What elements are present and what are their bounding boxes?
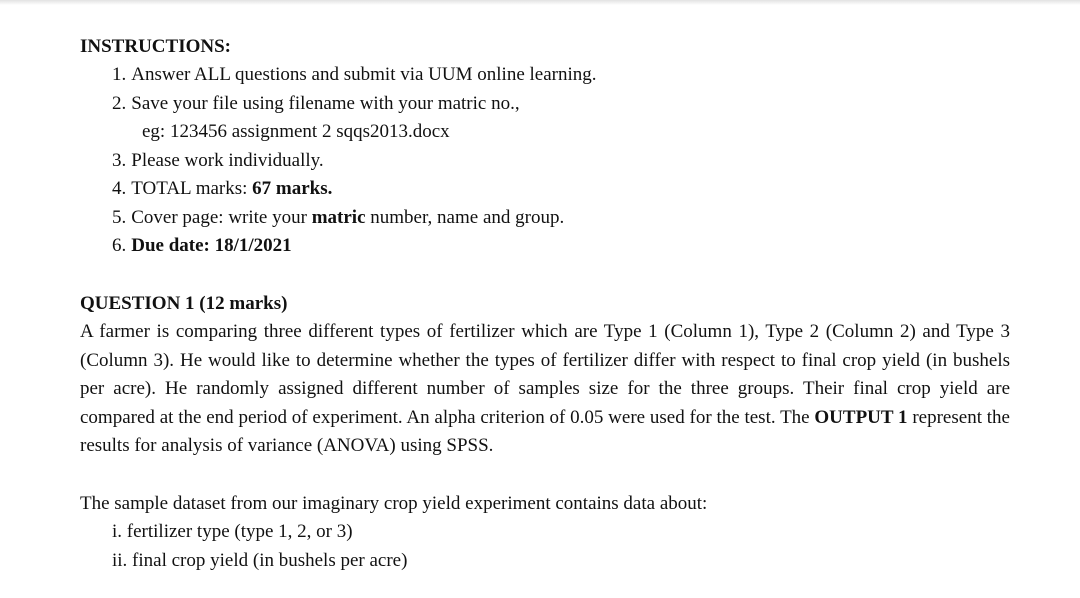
instructions-heading: INSTRUCTIONS: xyxy=(80,36,231,57)
matric-emphasis: matric xyxy=(311,206,366,228)
document-page xyxy=(80,33,1010,575)
instruction-item-4 xyxy=(80,175,1010,204)
top-edge-shadow xyxy=(0,0,1080,5)
paragraph-text: A farmer is comparing three different types of fertilizer which are Type 1 (Column 1), Type 2 (Column 2) and Type 3 (Column 3). He would like to determine whether the types of fertilizer differ with respect to final crop yield (in bushels per acre). He randomly assigned different number of samples size for the three groups. Their final crop yield are compared at the end period of experiment. An alpha criterion of 0.05 were used for the test. The xyxy=(80,321,1010,428)
item-number: 4. xyxy=(112,178,127,199)
item-text: number, name and group. xyxy=(365,206,565,228)
dataset-item-1: i. fertilizer type (type 1, 2, or 3) xyxy=(112,521,353,542)
filename-example: eg: 123456 assignment 2 sqqs2013.docx xyxy=(142,121,450,142)
question-1-paragraph xyxy=(80,318,1010,461)
item-text: Answer ALL questions and submit via UUM online learning. xyxy=(131,64,597,85)
instruction-item-6 xyxy=(80,232,1010,261)
item-text: Cover page: write your xyxy=(131,206,312,228)
dataset-intro: The sample dataset from our imaginary crop yield experiment contains data about: xyxy=(80,492,708,514)
instruction-item-2 xyxy=(80,90,1010,119)
total-marks-value: 67 marks. xyxy=(252,178,333,199)
item-number: 6. xyxy=(112,235,127,256)
item-text: TOTAL marks: xyxy=(131,178,253,199)
item-number: 2. xyxy=(112,92,127,114)
instruction-item-5 xyxy=(80,204,1010,233)
instruction-item-3 xyxy=(80,147,1010,176)
item-number: 1. xyxy=(112,64,127,85)
dataset-item-2: ii. final crop yield (in bushels per acre) xyxy=(112,549,408,571)
item-text: Please work individually. xyxy=(131,149,324,171)
instructions-list xyxy=(80,61,1010,261)
instruction-item-1 xyxy=(80,61,1010,90)
due-date: Due date: 18/1/2021 xyxy=(131,235,292,256)
output-1-reference: OUTPUT 1 xyxy=(814,406,908,428)
paragraph-text: represent the results for analysis of variance (ANOVA) using SPSS. xyxy=(80,406,1010,456)
item-number: 3. xyxy=(112,149,127,171)
item-text: Save your file using filename with your matric no., xyxy=(131,92,520,114)
question-1-heading: QUESTION 1 (12 marks) xyxy=(80,292,288,314)
item-number: 5. xyxy=(112,206,127,228)
